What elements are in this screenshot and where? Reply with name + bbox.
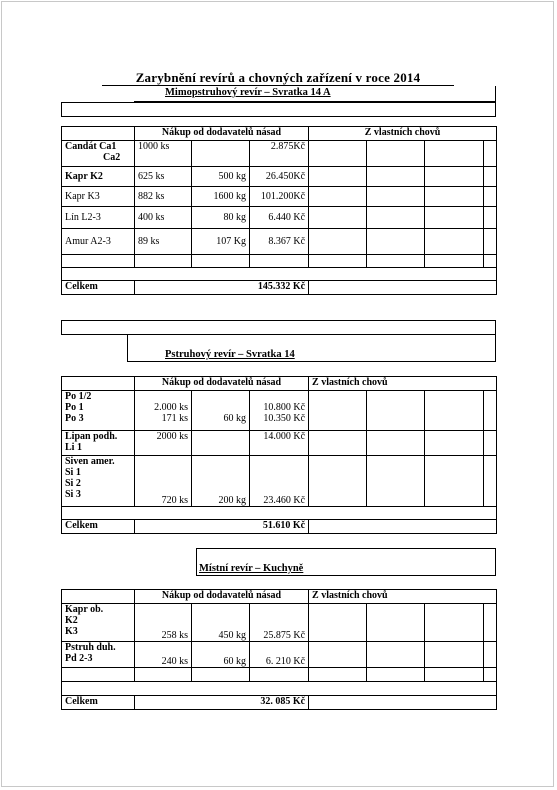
s1-row-ks: 89 ks (135, 229, 192, 255)
s2-row-name: Po 1/2 Po 1 Po 3 (62, 391, 135, 431)
s3-row-name: Pstruh duh. Pd 2-3 (62, 642, 135, 668)
document-title: Zarybnění revírů a chovných zařízení v roce 2014 (102, 70, 454, 86)
s1-row-price: 101.200Kč (250, 187, 309, 207)
s2-total-value: 51.610 Kč (135, 520, 309, 534)
s1-row-name: Candát Ca1 Ca2 (62, 141, 135, 167)
s3-row-kg: 450 kg (192, 604, 250, 642)
section2-spacer-box (61, 320, 496, 335)
s3-row-name: Kapr ob. K2 K3 (62, 604, 135, 642)
s2-total-label: Celkem (62, 520, 135, 534)
s3-total-value: 32. 085 Kč (135, 696, 309, 710)
s1-purchase-header: Nákup od dodavatelů násad (135, 127, 309, 141)
s1-row-price: 26.450Kč (250, 167, 309, 187)
section2-table (61, 376, 497, 534)
s2-purchase-header: Nákup od dodavatelů násad (135, 377, 309, 391)
s3-total-label: Celkem (62, 696, 135, 710)
s2-row-price: 23.460 Kč (250, 456, 309, 507)
s3-purchase-header: Nákup od dodavatelů násad (135, 590, 309, 604)
section2-title: Pstruhový revír – Svratka 14 (165, 349, 295, 360)
s2-row-name: Siven amer. Si 1 Si 2 Si 3 (62, 456, 135, 507)
section3-title: Místní revír – Kuchyně (199, 563, 304, 574)
s2-row-ks: 720 ks (135, 456, 192, 507)
s1-row-ks: 625 ks (135, 167, 192, 187)
s1-row-ks: 882 ks (135, 187, 192, 207)
s2-row-name: Lipan podh. Li 1 (62, 431, 135, 456)
s2-row-price: 14.000 Kč (250, 431, 309, 456)
s1-row-price: 8.367 Kč (250, 229, 309, 255)
s1-row-price: 2.875Kč (250, 141, 309, 167)
s1-row-name: Kapr K2 (62, 167, 135, 187)
s3-row-price: 6. 210 Kč (250, 642, 309, 668)
s1-row-kg: 107 Kg (192, 229, 250, 255)
s1-row-name: Kapr K3 (62, 187, 135, 207)
s3-row-kg: 60 kg (192, 642, 250, 668)
s2-own-header: Z vlastních chovů (309, 377, 497, 391)
s1-row-ks: 1000 ks (135, 141, 192, 167)
section1-table (61, 126, 497, 295)
s2-row-ks: 2000 ks (135, 431, 192, 456)
s1-total-label: Celkem (62, 281, 135, 295)
s1-total-value: 145.332 Kč (135, 281, 309, 295)
s3-row-ks: 240 ks (135, 642, 192, 668)
s2-row-price: 10.800 Kč 10.350 Kč (250, 391, 309, 431)
section1-spacer-box (61, 102, 496, 117)
s2-row-kg: 60 kg (192, 391, 250, 431)
s2-row-ks: 2.000 ks 171 ks (135, 391, 192, 431)
s1-row-name: Lín L2-3 (62, 207, 135, 229)
s3-row-price: 25.875 Kč (250, 604, 309, 642)
s1-row-ks: 400 ks (135, 207, 192, 229)
s3-own-header: Z vlastních chovů (309, 590, 497, 604)
s1-row-kg: 80 kg (192, 207, 250, 229)
s1-row-kg: 1600 kg (192, 187, 250, 207)
s1-row-price: 6.440 Kč (250, 207, 309, 229)
s1-own-header: Z vlastních chovů (309, 127, 497, 141)
s1-row-kg: 500 kg (192, 167, 250, 187)
section3-table (61, 589, 497, 710)
section1-title: Mimopstruhový revír – Svratka 14 A (165, 87, 331, 98)
s1-row-name: Amur A2-3 (62, 229, 135, 255)
s3-row-ks: 258 ks (135, 604, 192, 642)
s2-row-kg: 200 kg (192, 456, 250, 507)
s1-row-kg (192, 141, 250, 167)
